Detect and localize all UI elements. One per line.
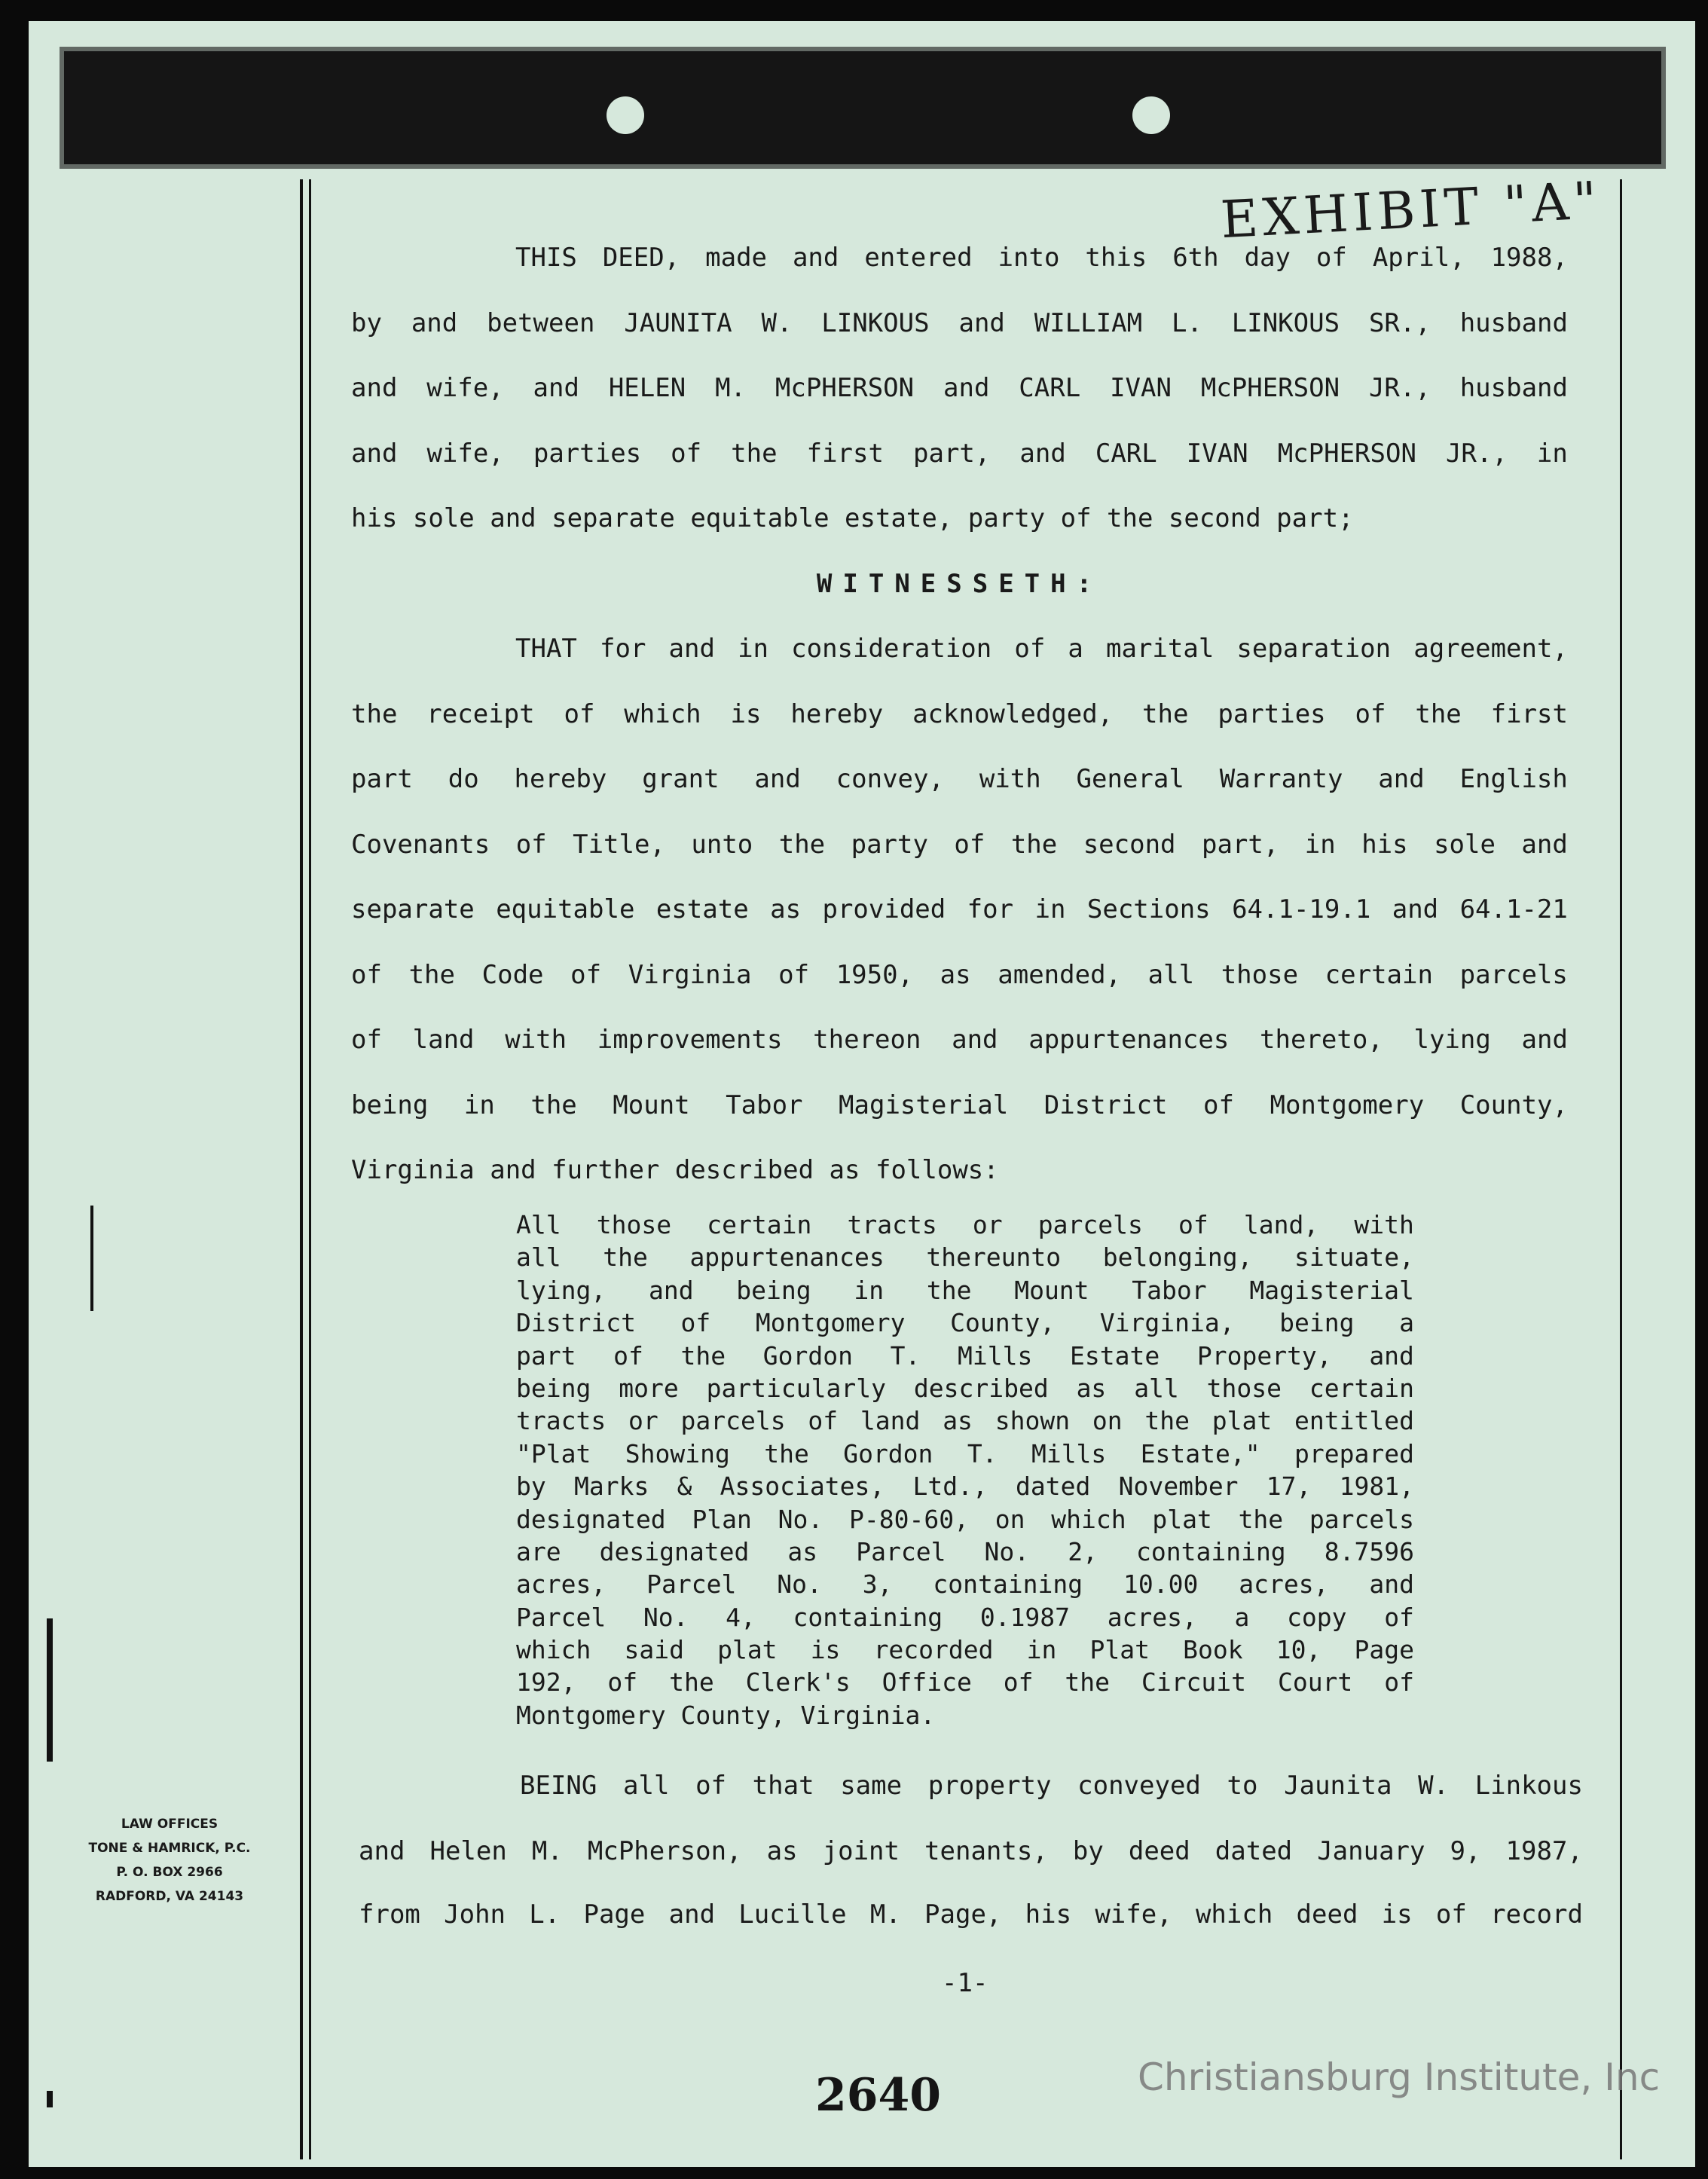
text-line: BEING all of that same property conveyed to Jaunita W. Linkous [520,1771,1583,1801]
description-line: acres, Parcel No. 3, containing 10.00 acres, and [516,1569,1414,1600]
text-line: being in the Mount Tabor Magisterial District of Montgomery County, [351,1090,1568,1120]
description-line: 192, of the Clerk's Office of the Circuit Court of [516,1667,1414,1698]
description-line: tracts or parcels of land as shown on the plat entitled [516,1406,1414,1436]
being-clause [359,1763,1583,1957]
description-line: Montgomery County, Virginia. [516,1700,936,1730]
document-number: 2640 [815,2069,941,2122]
text-line: Virginia and further described as follows: [351,1155,999,1185]
margin-rule-outer [300,179,303,2159]
text-line: THIS DEED, made and entered into this 6th day of April, 1988, [515,243,1568,273]
witnesseth-heading: WITNESSETH: [816,568,1103,599]
text-line: and Helen M. McPherson, as joint tenants, by deed dated January 9, 1987, [359,1835,1583,1866]
description-line: part of the Gordon T. Mills Estate Property, and [516,1340,1414,1371]
punch-hole-right [1132,96,1170,134]
description-line: "Plat Showing the Gordon T. Mills Estate," prepared [516,1438,1414,1468]
edge-mark [90,1206,93,1311]
description-line: designated Plan No. P-80-60, on which plat the parcels [516,1504,1414,1534]
description-line: which said plat is recorded in Plat Book 10, Page [516,1635,1414,1665]
property-description [516,1209,1414,1731]
watermark: Christiansburg Institute, Inc [1138,2055,1661,2099]
law-office-line: RADFORD, VA 24143 [95,1889,244,1904]
description-line: Parcel No. 4, containing 0.1987 acres, a copy of [516,1602,1414,1632]
text-line: his sole and separate equitable estate, party of the second part; [351,503,1354,533]
text-line: by and between JAUNITA W. LINKOUS and WILLIAM L. LINKOUS SR., husband [351,307,1568,338]
text-line: from John L. Page and Lucille M. Page, his wife, which deed is of record [359,1899,1583,1930]
edge-mark [47,1618,53,1762]
edge-mark [47,2091,53,2107]
text-line: and wife, and HELEN M. McPHERSON and CARL IVAN McPHERSON JR., husband [351,373,1568,403]
text-line: Covenants of Title, unto the party of the second part, in his sole and [351,829,1568,860]
punch-hole-left [607,96,644,134]
exhibit-annotation: EXHIBIT "A" [1219,170,1603,251]
text-line: THAT for and in consideration of a marital separation agreement, [515,634,1568,664]
deed-body [351,235,1568,1213]
description-line: all the appurtenances thereunto belonging, situate, [516,1242,1414,1273]
description-line: by Marks & Associates, Ltd., dated November 17, 1981, [516,1472,1414,1502]
page-number: -1- [942,1968,988,1998]
law-office-line: TONE & HAMRICK, P.C. [88,1841,251,1856]
text-line: separate equitable estate as provided for in Sections 64.1-19.1 and 64.1-21 [351,894,1568,924]
description-line: lying, and being in the Mount Tabor Magisterial [516,1275,1414,1305]
text-line: and wife, parties of the first part, and CARL IVAN McPHERSON JR., in [351,438,1568,469]
text-line: part do hereby grant and convey, with General Warranty and English [351,764,1568,794]
law-office-line: P. O. BOX 2966 [116,1865,223,1880]
margin-rule-inner [309,179,311,2159]
text-line: of the Code of Virginia of 1950, as amended, all those certain parcels [351,959,1568,990]
text-line: the receipt of which is hereby acknowledged, the parties of the first [351,698,1568,729]
law-office-line: LAW OFFICES [121,1817,218,1832]
description-line: being more particularly described as all those certain [516,1373,1414,1403]
description-line: District of Montgomery County, Virginia, being a [516,1308,1414,1338]
text-line: of land with improvements thereon and appurtenances thereto, lying and [351,1025,1568,1055]
binding-strip [64,51,1661,164]
margin-rule-right [1620,179,1622,2159]
description-line: are designated as Parcel No. 2, containing 8.7596 [516,1536,1414,1566]
law-office-stamp [53,1812,286,1909]
description-line: All those certain tracts or parcels of land, with [516,1210,1414,1239]
